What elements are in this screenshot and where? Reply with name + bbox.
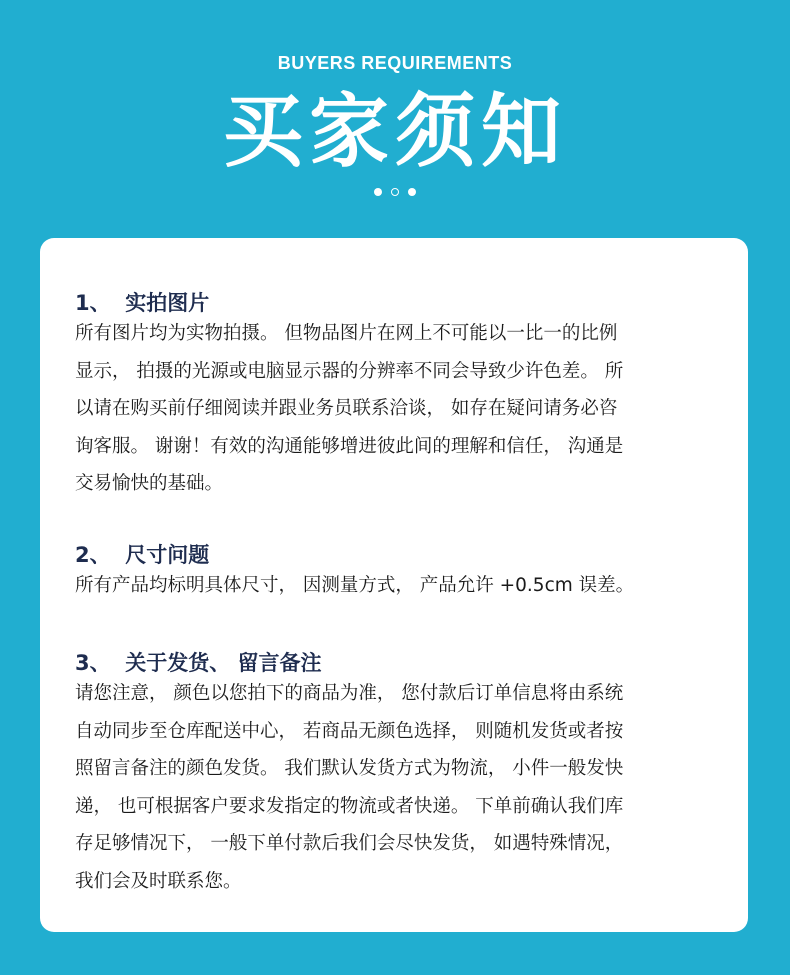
- decorative-dots: [0, 188, 790, 196]
- section-photos: [75, 288, 725, 503]
- body-line: 询客服。 谢谢！有效的沟通能够增进彼此间的理解和信任， 沟通是: [75, 435, 624, 457]
- section-title: 3、 关于发货、 留言备注: [75, 651, 322, 675]
- subtitle-en: BUYERS REQUIREMENTS: [277, 53, 513, 73]
- body-line: 递， 也可根据客户要求发指定的物流或者快递。 下单前确认我们库: [75, 795, 624, 817]
- body-line: 所有产品均标明具体尺寸， 因测量方式， 产品允许 +0.5cm 误差。: [75, 575, 635, 596]
- section-title: 1、 实拍图片: [75, 291, 210, 315]
- section-size: [75, 540, 725, 605]
- section-title: 2、 尺寸问题: [75, 543, 210, 567]
- section-shipping: [75, 648, 725, 900]
- body-line: 自动同步至仓库配送中心， 若商品无颜色选择， 则随机发货或者按: [75, 720, 624, 742]
- body-line: 存足够情况下， 一般下单付款后我们会尽快发货， 如遇特殊情况，: [75, 833, 624, 854]
- body-line: 显示， 拍摄的光源或电脑显示器的分辨率不同会导致少许色差。 所: [75, 360, 624, 382]
- body-line: 交易愉快的基础。: [75, 473, 224, 494]
- body-line: 请您注意， 颜色以您拍下的商品为准， 您付款后订单信息将由系统: [75, 683, 624, 704]
- content-card: [40, 238, 748, 932]
- hollow-dot-icon: [391, 188, 399, 196]
- body-line: 我们会及时联系您。: [75, 870, 242, 892]
- dot-icon: [374, 188, 382, 196]
- page-title: 买家须知: [223, 85, 567, 178]
- dot-icon: [408, 188, 416, 196]
- body-line: 所有图片均为实物拍摄。 但物品图片在网上不可能以一比一的比例: [75, 323, 618, 344]
- body-line: 照留言备注的颜色发货。 我们默认发货方式为物流， 小件一般发快: [75, 758, 624, 779]
- body-line: 以请在购买前仔细阅读并跟业务员联系洽谈， 如存在疑问请务必咨: [75, 398, 618, 419]
